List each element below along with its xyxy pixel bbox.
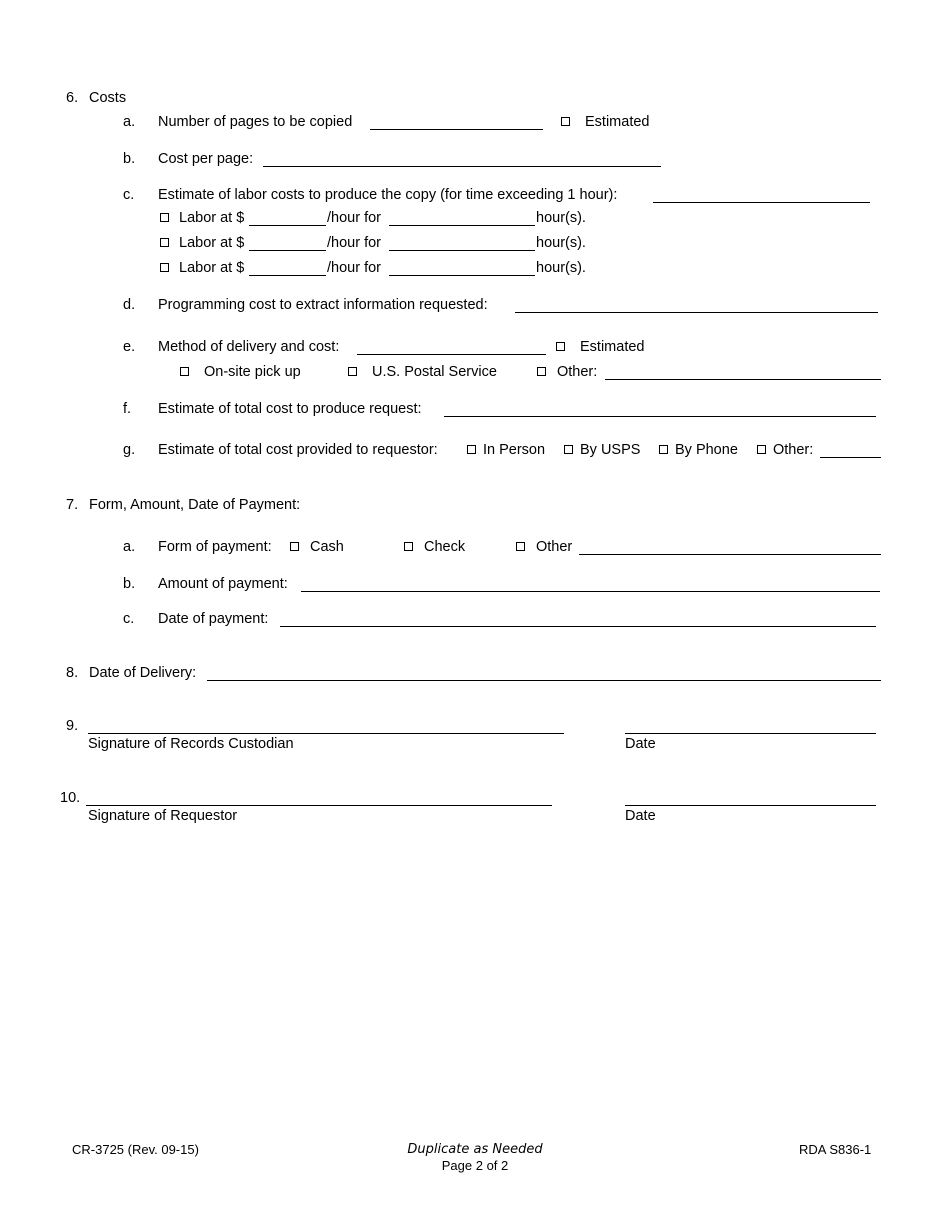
item-6f-letter: f.: [123, 401, 132, 417]
usps-checkbox[interactable]: [348, 367, 357, 376]
item-6c-letter: c.: [123, 187, 135, 203]
delivery-other-checkbox[interactable]: [537, 367, 546, 376]
delivery-other-field[interactable]: [605, 379, 881, 380]
footer-rda-code: RDA S836-1: [799, 1142, 872, 1157]
item-6d-letter: d.: [123, 297, 136, 313]
pages-estimated-label: Estimated: [585, 114, 650, 130]
labor-row-3-per-hour: /hour for: [327, 260, 381, 276]
delivery-date-field[interactable]: [207, 680, 881, 681]
requestor-date-label: Date: [625, 808, 656, 824]
delivery-method-field[interactable]: [357, 354, 546, 355]
delivery-date-label: Date of Delivery:: [89, 665, 197, 681]
in-person-label: In Person: [483, 442, 546, 458]
cost-per-page-field[interactable]: [263, 166, 661, 167]
custodian-signature-label: Signature of Records Custodian: [88, 736, 294, 752]
programming-cost-label: Programming cost to extract information requested:: [158, 297, 488, 313]
total-cost-label: Estimate of total cost to produce request:: [158, 401, 422, 417]
total-cost-field[interactable]: [444, 416, 876, 417]
section-8-number: 8.: [66, 665, 79, 681]
custodian-signature-field[interactable]: [88, 733, 564, 734]
labor-row-2-hours-field[interactable]: [389, 250, 535, 251]
labor-row-2-hours-label: hour(s).: [536, 235, 586, 251]
labor-row-2-per-hour: /hour for: [327, 235, 381, 251]
labor-row-2-rate-field[interactable]: [249, 250, 326, 251]
payment-amount-field[interactable]: [301, 591, 880, 592]
onsite-pickup-checkbox[interactable]: [180, 367, 189, 376]
labor-row-3-rate-field[interactable]: [249, 275, 326, 276]
labor-row-1-rate-field[interactable]: [249, 225, 326, 226]
section-10-number: 10.: [60, 790, 81, 806]
payment-amount-label: Amount of payment:: [158, 576, 288, 592]
pages-copied-field[interactable]: [370, 129, 543, 130]
payment-other-field[interactable]: [579, 554, 881, 555]
onsite-pickup-label: On-site pick up: [204, 364, 301, 380]
delivery-method-label: Method of delivery and cost:: [158, 339, 340, 355]
provided-other-label: Other:: [773, 442, 814, 458]
by-phone-label: By Phone: [675, 442, 738, 458]
item-6b-letter: b.: [123, 151, 136, 167]
item-6a-letter: a.: [123, 114, 136, 130]
labor-estimate-field[interactable]: [653, 202, 870, 203]
provided-other-field[interactable]: [820, 457, 881, 458]
labor-row-1-label: Labor at $: [179, 210, 245, 226]
requestor-date-field[interactable]: [625, 805, 876, 806]
pages-copied-label: Number of pages to be copied: [158, 114, 353, 130]
labor-estimate-label: Estimate of labor costs to produce the copy (for time exceeding 1 hour):: [158, 187, 618, 203]
item-7b-letter: b.: [123, 576, 136, 592]
section-6-number: 6.: [66, 90, 79, 106]
cost-provided-label: Estimate of total cost provided to requestor:: [158, 442, 438, 458]
payment-date-label: Date of payment:: [158, 611, 269, 627]
labor-row-2-checkbox[interactable]: [160, 238, 169, 247]
section-7-title: Form, Amount, Date of Payment:: [89, 497, 301, 513]
pages-estimated-checkbox[interactable]: [561, 117, 570, 126]
footer-form-number: CR-3725 (Rev. 09-15): [72, 1142, 199, 1157]
check-checkbox[interactable]: [404, 542, 413, 551]
section-6-title: Costs: [89, 90, 127, 106]
requestor-signature-label: Signature of Requestor: [88, 808, 238, 824]
provided-other-checkbox[interactable]: [757, 445, 766, 454]
check-label: Check: [424, 539, 466, 555]
by-usps-checkbox[interactable]: [564, 445, 573, 454]
labor-row-3-checkbox[interactable]: [160, 263, 169, 272]
section-9-number: 9.: [66, 718, 79, 734]
custodian-date-field[interactable]: [625, 733, 876, 734]
payment-other-label: Other: [536, 539, 573, 555]
programming-cost-field[interactable]: [515, 312, 878, 313]
delivery-other-label: Other:: [557, 364, 598, 380]
in-person-checkbox[interactable]: [467, 445, 476, 454]
cash-label: Cash: [310, 539, 344, 555]
requestor-signature-field[interactable]: [86, 805, 552, 806]
cost-per-page-label: Cost per page:: [158, 151, 254, 167]
labor-row-3-hours-label: hour(s).: [536, 260, 586, 276]
custodian-date-label: Date: [625, 736, 656, 752]
labor-row-1-per-hour: /hour for: [327, 210, 381, 226]
cash-checkbox[interactable]: [290, 542, 299, 551]
item-6e-letter: e.: [123, 339, 136, 355]
section-7-number: 7.: [66, 497, 79, 513]
labor-row-3-hours-field[interactable]: [389, 275, 535, 276]
labor-row-2-label: Labor at $: [179, 235, 245, 251]
labor-row-3-label: Labor at $: [179, 260, 245, 276]
item-7c-letter: c.: [123, 611, 135, 627]
labor-row-1-hours-field[interactable]: [389, 225, 535, 226]
labor-row-1-checkbox[interactable]: [160, 213, 169, 222]
item-6g-letter: g.: [123, 442, 136, 458]
payment-date-field[interactable]: [280, 626, 876, 627]
delivery-estimated-label: Estimated: [580, 339, 645, 355]
payment-other-checkbox[interactable]: [516, 542, 525, 551]
item-7a-letter: a.: [123, 539, 136, 555]
by-phone-checkbox[interactable]: [659, 445, 668, 454]
labor-row-1-hours-label: hour(s).: [536, 210, 586, 226]
footer-duplicate-note: Duplicate as Needed: [407, 1142, 543, 1157]
delivery-estimated-checkbox[interactable]: [556, 342, 565, 351]
usps-label: U.S. Postal Service: [372, 364, 497, 380]
payment-form-label: Form of payment:: [158, 539, 272, 555]
footer-page-number: Page 2 of 2: [441, 1158, 509, 1173]
by-usps-label: By USPS: [580, 442, 641, 458]
